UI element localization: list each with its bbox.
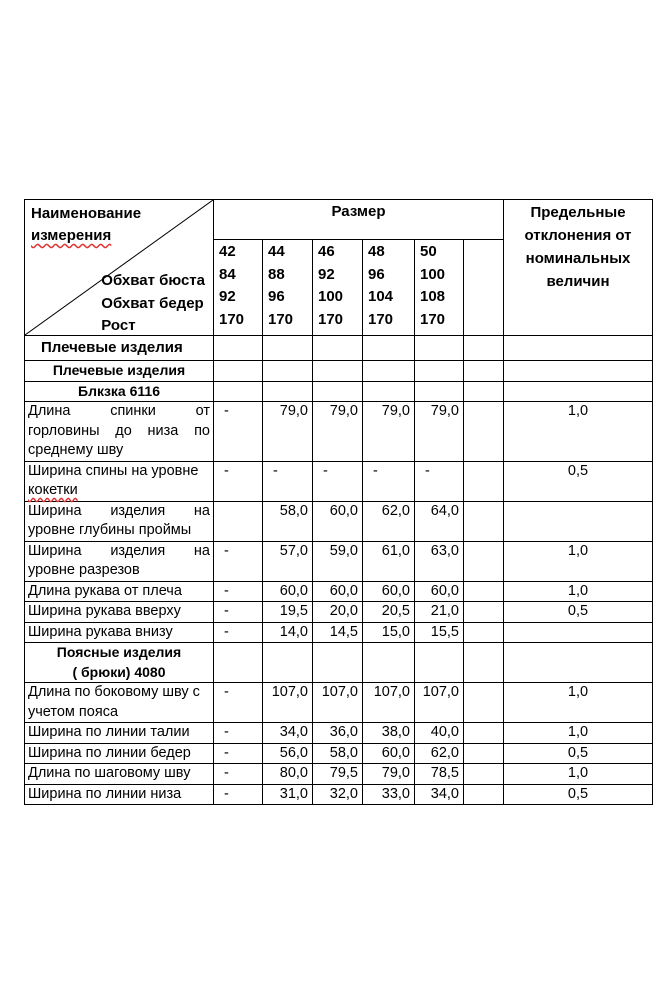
size-header: Размер bbox=[214, 200, 504, 240]
deviation-value: 1,0 bbox=[504, 723, 653, 744]
deviation-value: 1,0 bbox=[504, 581, 653, 602]
row-label: Ширина рукава внизу bbox=[25, 622, 214, 643]
deviation-value: 0,5 bbox=[504, 602, 653, 623]
row-label: Ширина по линии низа bbox=[25, 784, 214, 805]
table-row: Длина рукава от плеча - 60,0 60,0 60,0 60,0 1,0 bbox=[25, 581, 653, 602]
header-name-line2: измерения bbox=[31, 227, 112, 244]
row-label: Ширина по линии бедер bbox=[25, 743, 214, 764]
section-blouse: Блкзка 6116 bbox=[25, 381, 214, 402]
deviation-value bbox=[504, 501, 653, 541]
header-hips-label: Обхват бедер bbox=[101, 294, 204, 312]
deviation-value: 1,0 bbox=[504, 683, 653, 723]
deviation-line1: Предельные bbox=[530, 204, 626, 221]
header-height-label: Рост bbox=[101, 317, 136, 334]
row-label: Длина по боковому шву с учетом пояса bbox=[25, 683, 214, 723]
size-column: 50 100 108 170 bbox=[415, 240, 464, 336]
deviation-line4: величин bbox=[546, 273, 610, 290]
size-column: 46 92 100 170 bbox=[313, 240, 363, 336]
section-shoulder-sub: Плечевые изделия bbox=[25, 361, 214, 382]
section-shoulder: Плечевые изделия bbox=[25, 336, 214, 361]
row-label: Ширина спины на уровне кокетки bbox=[25, 461, 214, 501]
row-label: Ширина рукава вверху bbox=[25, 602, 214, 623]
deviation-value bbox=[504, 622, 653, 643]
deviation-value: 1,0 bbox=[504, 402, 653, 462]
header-bust-label: Обхват бюста bbox=[101, 272, 205, 289]
deviation-value: 0,5 bbox=[504, 784, 653, 805]
deviation-value: 0,5 bbox=[504, 461, 653, 501]
table-row: Ширина спины на уровне кокетки - - - - - 0,5 bbox=[25, 461, 653, 501]
deviation-line2: отклонения от bbox=[524, 227, 632, 244]
deviation-header bbox=[504, 200, 653, 336]
deviation-value: 0,5 bbox=[504, 743, 653, 764]
table-row: Ширина изделия на уровне разрезов - 57,0 59,0 61,0 63,0 1,0 bbox=[25, 541, 653, 581]
row-label: Длина спинки от горловины до низа по среднему шву bbox=[25, 402, 214, 462]
table-row: Длина спинки от горловины до низа по среднему шву - 79,0 79,0 79,0 79,0 1,0 bbox=[25, 402, 653, 462]
table-row: Ширина по линии бедер - 56,0 58,0 60,0 62,0 0,5 bbox=[25, 743, 653, 764]
row-label: Ширина по линии талии bbox=[25, 723, 214, 744]
table-row: Длина по боковому шву с учетом пояса - 107,0 107,0 107,0 107,0 1,0 bbox=[25, 683, 653, 723]
table-row: Ширина по линии низа - 31,0 32,0 33,0 34,0 0,5 bbox=[25, 784, 653, 805]
table-row: Ширина изделия на уровне глубины проймы 58,0 60,0 62,0 64,0 bbox=[25, 501, 653, 541]
table-row: Ширина рукава вверху - 19,5 20,0 20,5 21,0 0,5 bbox=[25, 602, 653, 623]
size-column: 48 96 104 170 bbox=[363, 240, 415, 336]
table-row: Ширина рукава внизу - 14,0 14,5 15,0 15,5 bbox=[25, 622, 653, 643]
header-diagonal-cell bbox=[25, 200, 214, 336]
table-row: Ширина по линии талии - 34,0 36,0 38,0 40,0 1,0 bbox=[25, 723, 653, 744]
row-label: Ширина изделия на уровне разрезов bbox=[25, 541, 214, 581]
measurement-table bbox=[24, 199, 653, 805]
empty-cell bbox=[464, 240, 504, 336]
section-waist: Поясные изделия ( брюки) 4080 bbox=[25, 643, 214, 683]
row-label: Длина по шаговому шву bbox=[25, 764, 214, 785]
deviation-value: 1,0 bbox=[504, 541, 653, 581]
row-label: Ширина изделия на уровне глубины проймы bbox=[25, 501, 214, 541]
row-label: Длина рукава от плеча bbox=[25, 581, 214, 602]
deviation-line3: номинальных bbox=[525, 250, 631, 267]
size-column: 44 88 96 170 bbox=[263, 240, 313, 336]
deviation-value: 1,0 bbox=[504, 764, 653, 785]
table-row: Длина по шаговому шву - 80,0 79,5 79,0 78,5 1,0 bbox=[25, 764, 653, 785]
header-name-line1: Наименование bbox=[31, 205, 142, 222]
size-column: 42 84 92 170 bbox=[214, 240, 263, 336]
